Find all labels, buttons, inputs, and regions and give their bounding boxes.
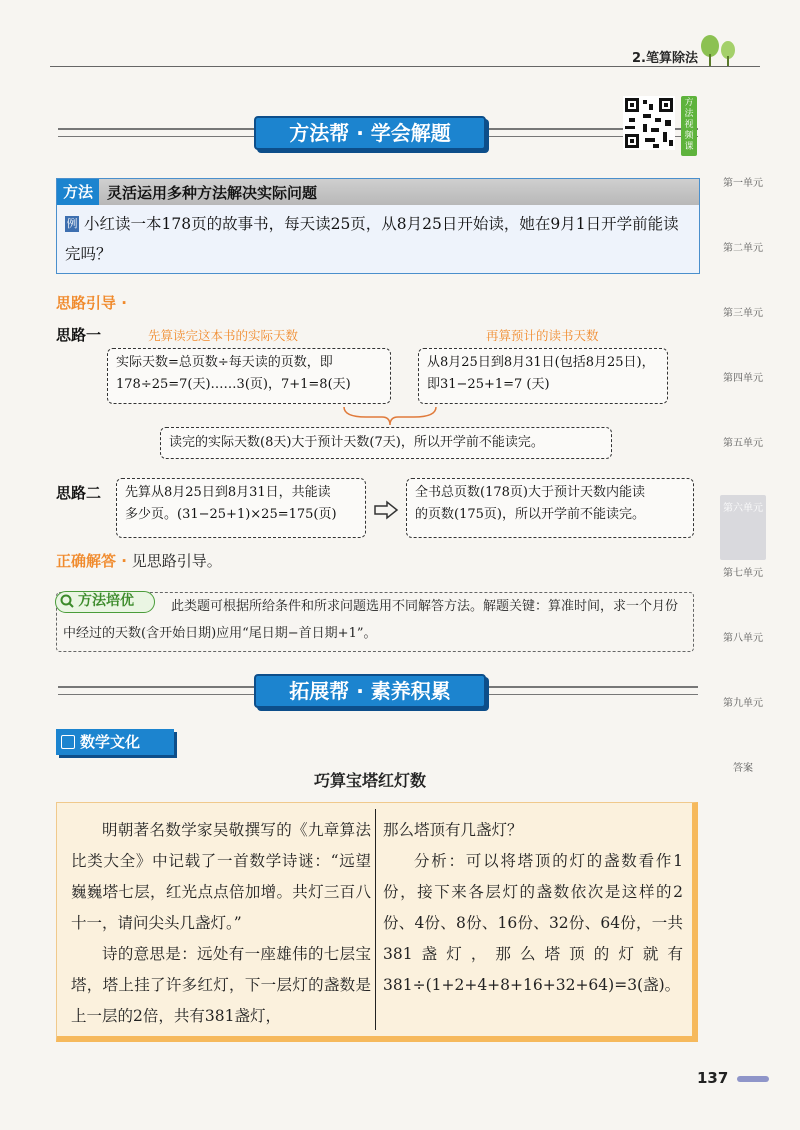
story-paragraph: 诗的意思是：远处有一座雄伟的七层宝塔，塔上挂了许多红灯，下一层灯的盏数是上一层的2倍，共有381盏灯， xyxy=(71,945,371,1025)
brace-connector xyxy=(340,403,440,427)
section-banner-extension xyxy=(58,674,698,708)
idea1-box-right-line1: 从8月25日到8月31日(包括8月25日)， xyxy=(427,355,655,370)
guide-title: 思路引导 · xyxy=(56,294,127,312)
idea1-box-right xyxy=(418,348,668,404)
idea2-box-right xyxy=(406,478,694,538)
idea2-box-left-line2: 多少页。(31−25+1)×25=175(页) xyxy=(125,507,337,522)
story-box xyxy=(56,802,698,1042)
page-bar xyxy=(737,1076,769,1082)
idea1-label: 思路一 xyxy=(56,326,102,344)
banner-title: 拓展帮 · 素养积累 xyxy=(254,674,486,708)
idea2-box-left-line1: 先算从8月25日到8月31日，共能读 xyxy=(125,485,331,500)
idea1-conclusion: 读完的实际天数(8天)大于预计天数(7天)，所以开学前不能读完。 xyxy=(160,427,612,459)
qr-code-icon[interactable] xyxy=(623,96,675,150)
method-title: 灵活运用多种方法解决实际问题 xyxy=(107,183,318,202)
idea1-box-right-line2: 即31−25+1=7 (天) xyxy=(427,377,550,392)
sidebar-item-unit-8[interactable]: 第八单元 xyxy=(723,633,763,644)
idea2-box-left xyxy=(116,478,366,538)
method-tip-label: 方法培优 xyxy=(78,593,134,609)
correct-answer xyxy=(56,550,222,571)
method-tag: 方法 xyxy=(57,179,99,205)
method-header xyxy=(57,179,699,205)
math-culture-tag xyxy=(56,729,174,755)
story-paragraph: 分析：可以将塔顶的灯的盏数看作1份，接下来各层灯的盏数依次是这样的2份、4份、8份、16份、32份、64份，一共381盏灯，那么塔顶的灯就有381÷(1+2+4+8+16+32+64)=3(盏)。 xyxy=(383,852,683,994)
math-culture-label: 数学文化 xyxy=(80,733,141,751)
sidebar-item-unit-3[interactable]: 第三单元 xyxy=(723,308,763,319)
banner-title: 方法帮 · 学会解题 xyxy=(254,116,486,150)
idea2-box-right-line2: 的页数(175页)，所以开学前不能读完。 xyxy=(415,507,645,522)
sidebar-item-unit-5[interactable]: 第五单元 xyxy=(723,438,763,449)
answer-label: 正确解答 · xyxy=(56,552,127,570)
idea1-box-left-line2: 178÷25=7(天)……3(页)，7+1=8(天) xyxy=(116,377,351,392)
story-right-column xyxy=(383,815,683,1001)
method-box xyxy=(56,178,700,274)
idea1-box-left xyxy=(107,348,391,404)
header-rule xyxy=(50,66,760,67)
section-banner-method xyxy=(58,116,698,150)
sidebar-item-unit-1[interactable]: 第一单元 xyxy=(723,178,763,189)
sidebar-item-unit-6[interactable]: 第六单元 xyxy=(720,495,766,560)
arrow-right-icon xyxy=(373,500,401,520)
video-lesson-tag[interactable]: 方法视频课 xyxy=(681,96,697,156)
chapter-title: 2.笔算除法 xyxy=(632,51,698,66)
problem-text: 小红读一本178页的故事书，每天读25页，从8月25日开始读，她在9月1日开学前能读完吗？ xyxy=(65,215,679,263)
idea1-hint-right: 再算预计的读书天数 xyxy=(486,328,599,343)
tree-icon xyxy=(698,34,738,68)
idea2-box-right-line1: 全书总页数(178页)大于预计天数内能读 xyxy=(415,485,645,500)
sidebar-item-unit-4[interactable]: 第四单元 xyxy=(723,373,763,384)
book-icon xyxy=(61,735,75,749)
example-tag: 例 xyxy=(66,217,78,230)
story-paragraph: 明朝著名数学家吴敬撰写的《九章算法比类大全》中记载了一首数学诗谜：“远望巍巍塔七层，红光点点倍加增。共灯三百八十一，请问尖头几盏灯。” xyxy=(71,821,371,932)
unit-sidebar xyxy=(720,170,766,820)
answer-text: 见思路引导。 xyxy=(131,552,222,570)
example-problem xyxy=(57,205,699,269)
idea2-label: 思路二 xyxy=(56,484,102,502)
sidebar-item-unit-2[interactable]: 第二单元 xyxy=(723,243,763,254)
story-left-column xyxy=(71,815,371,1032)
idea1-hint-left: 先算读完这本书的实际天数 xyxy=(148,328,299,343)
column-divider xyxy=(375,809,376,1030)
method-tip-box xyxy=(56,592,694,652)
sidebar-item-unit-7[interactable]: 第七单元 xyxy=(723,568,763,579)
sidebar-item-answers[interactable]: 答案 xyxy=(733,763,753,774)
sidebar-item-unit-9[interactable]: 第九单元 xyxy=(723,698,763,709)
idea1-box-left-line1: 实际天数=总页数÷每天读的页数，即 xyxy=(116,355,333,370)
story-title: 巧算宝塔红灯数 xyxy=(313,771,426,790)
page-number: 137 xyxy=(697,1069,729,1087)
method-tip-text: 此类题可根据所给条件和所求问题选用不同解答方法。解题关键：算准时间，求一个月份中经过的天数(含开始日期)应用“尾日期−首日期+1”。 xyxy=(63,599,679,641)
story-paragraph: 那么塔顶有几盏灯？ xyxy=(383,821,523,839)
